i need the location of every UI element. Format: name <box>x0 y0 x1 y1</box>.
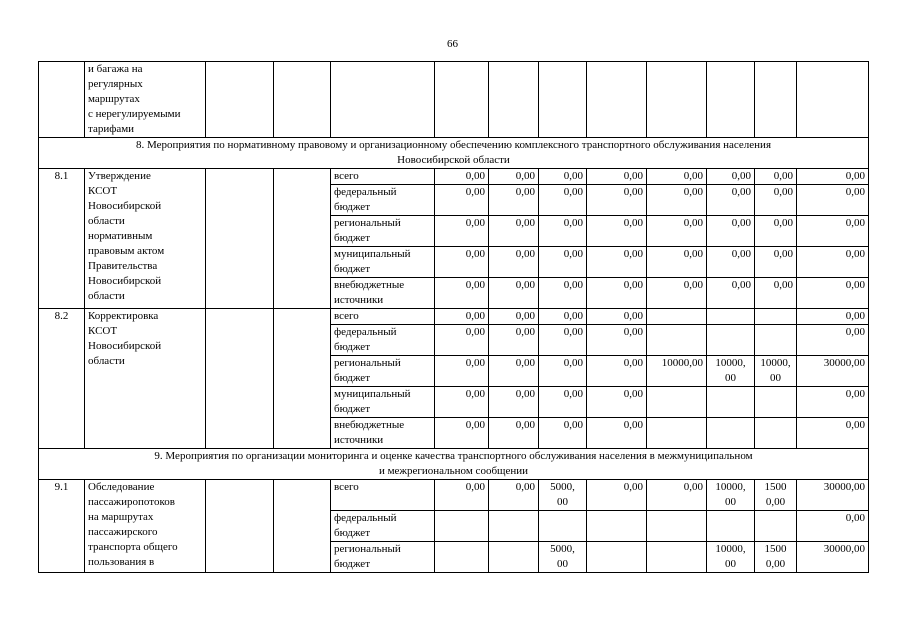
text-line: Новосибирской <box>88 200 162 212</box>
text-line: Обследование <box>88 481 155 493</box>
row-number-cell: 8.2 <box>39 309 85 449</box>
text-line: бюджет <box>334 263 370 275</box>
value-cell: 0,00 <box>797 418 869 449</box>
value-line: 0,00 <box>765 558 786 570</box>
value-cell: 0,00 <box>539 309 587 325</box>
value-cell: 0,00 <box>587 278 647 309</box>
text-line: Корректировка <box>88 310 159 322</box>
value-cell: 0,00 <box>435 356 489 387</box>
value-cell <box>647 418 707 449</box>
value-cell: 0,00 <box>489 169 539 185</box>
value-cell: 0,00 <box>435 325 489 356</box>
value-cell: 0,00 <box>489 325 539 356</box>
value-cell: 0,00 <box>707 185 755 216</box>
value-line: 10000, <box>760 357 791 369</box>
text-line: бюджет <box>334 403 370 415</box>
value-cell: 0,00 <box>587 309 647 325</box>
value-cell <box>707 418 755 449</box>
text-line: федеральный <box>334 326 397 338</box>
value-cell <box>707 325 755 356</box>
value-cell: 0,00 <box>539 278 587 309</box>
value-cell: 0,00 <box>489 387 539 418</box>
table-row <box>39 169 869 185</box>
value-cell: 0,00 <box>539 185 587 216</box>
empty-cell <box>797 62 869 138</box>
value-cell: 30000,00 <box>797 542 869 573</box>
text-line: Правительства <box>88 260 158 272</box>
value-cell <box>647 387 707 418</box>
value-line: 00 <box>725 558 736 570</box>
value-cell: 0,00 <box>707 216 755 247</box>
value-cell: 0,00 <box>647 278 707 309</box>
value-cell: 0,00 <box>587 169 647 185</box>
value-line: 0,00 <box>765 496 786 508</box>
text-line: области <box>88 355 125 367</box>
empty-cell <box>435 62 489 138</box>
text-line: Новосибирской <box>88 275 162 287</box>
text-line: пассажиропотоков <box>88 496 175 508</box>
funding-source-cell <box>331 247 435 278</box>
text-line: пассажирского <box>88 526 158 538</box>
value-cell <box>707 387 755 418</box>
funding-source-cell <box>331 480 435 511</box>
funding-source-cell <box>331 185 435 216</box>
text-line: региональный <box>334 357 401 369</box>
value-cell <box>755 356 797 387</box>
value-cell: 0,00 <box>489 356 539 387</box>
empty-cell <box>647 62 707 138</box>
value-cell: 0,00 <box>489 185 539 216</box>
value-cell: 0,00 <box>755 185 797 216</box>
value-cell: 0,00 <box>797 247 869 278</box>
funding-source-cell <box>331 387 435 418</box>
value-cell: 30000,00 <box>797 480 869 511</box>
value-cell <box>755 309 797 325</box>
value-cell <box>435 511 489 542</box>
value-cell: 0,00 <box>647 216 707 247</box>
funding-source-cell <box>331 511 435 542</box>
text-line: региональный <box>334 217 401 229</box>
row-number-cell: 8.1 <box>39 169 85 309</box>
value-cell <box>539 480 587 511</box>
funding-source-cell <box>331 418 435 449</box>
value-cell: 0,00 <box>797 309 869 325</box>
section-title-line: 9. Мероприятия по организации мониторинга и оценке качества транспортного обслуживания населения в межмуниципальном <box>154 450 753 462</box>
value-cell: 0,00 <box>587 356 647 387</box>
text-line: нормативным <box>88 230 153 242</box>
value-cell: 0,00 <box>489 309 539 325</box>
text-line: региональный <box>334 543 401 555</box>
section-title-line: Новосибирской области <box>397 154 510 166</box>
table-row <box>39 309 869 325</box>
empty-cell <box>274 62 331 138</box>
text-line: федеральный <box>334 512 397 524</box>
value-cell <box>707 511 755 542</box>
page-number: 66 <box>447 38 458 50</box>
value-cell: 0,00 <box>755 216 797 247</box>
text-line: бюджет <box>334 341 370 353</box>
value-cell: 0,00 <box>435 480 489 511</box>
text-line: регулярных <box>88 78 143 90</box>
row-number-cell <box>39 62 85 138</box>
value-cell: 0,00 <box>489 216 539 247</box>
value-cell <box>539 511 587 542</box>
text-line: муниципальный <box>334 248 411 260</box>
text-line: Утверждение <box>88 170 151 182</box>
value-cell: 0,00 <box>435 216 489 247</box>
empty-cell <box>206 62 274 138</box>
value-line: 1500 <box>764 481 787 493</box>
text-line: всего <box>334 170 359 182</box>
value-cell <box>755 325 797 356</box>
executor-cell <box>206 169 274 309</box>
value-cell: 0,00 <box>435 387 489 418</box>
text-line: области <box>88 215 125 227</box>
table-row <box>39 62 869 138</box>
value-cell <box>755 480 797 511</box>
funding-source-cell <box>331 356 435 387</box>
value-cell: 0,00 <box>707 169 755 185</box>
text-line: источники <box>334 434 384 446</box>
value-cell: 0,00 <box>489 418 539 449</box>
funding-source-cell <box>331 216 435 247</box>
period-cell <box>274 480 331 573</box>
value-cell: 0,00 <box>587 185 647 216</box>
value-line: 5000, <box>550 543 575 555</box>
funding-source-cell <box>331 169 435 185</box>
text-line: бюджет <box>334 558 370 570</box>
value-cell: 0,00 <box>435 278 489 309</box>
text-line: федеральный <box>334 186 397 198</box>
value-line: 00 <box>770 372 781 384</box>
text-line: с нерегулируемыми <box>88 108 181 120</box>
executor-cell <box>206 480 274 573</box>
funding-source-cell <box>331 542 435 573</box>
value-cell: 0,00 <box>587 325 647 356</box>
value-cell <box>587 542 647 573</box>
value-cell: 0,00 <box>707 278 755 309</box>
value-cell: 0,00 <box>489 480 539 511</box>
measure-name-cell <box>85 480 206 573</box>
value-cell <box>755 542 797 573</box>
section-title-line: и межрегиональном сообщении <box>378 465 529 477</box>
value-cell: 0,00 <box>435 185 489 216</box>
text-line: КСОТ <box>88 185 118 197</box>
funding-source-cell <box>331 325 435 356</box>
value-cell: 0,00 <box>539 247 587 278</box>
program-table <box>38 61 869 573</box>
text-line: правовым актом <box>88 245 165 257</box>
measure-name-cell <box>85 309 206 449</box>
value-line: 5000, <box>550 481 575 493</box>
text-line: тарифами <box>88 123 135 135</box>
value-cell <box>755 511 797 542</box>
text-line: всего <box>334 481 359 493</box>
value-cell: 0,00 <box>587 216 647 247</box>
value-cell <box>755 418 797 449</box>
value-cell: 0,00 <box>797 185 869 216</box>
value-line: 00 <box>557 496 568 508</box>
value-line: 00 <box>725 372 736 384</box>
text-line: пользования в <box>88 556 155 568</box>
value-cell: 0,00 <box>707 247 755 278</box>
value-cell: 0,00 <box>539 216 587 247</box>
text-line: маршрутах <box>88 93 140 105</box>
value-cell: 0,00 <box>539 356 587 387</box>
value-cell: 0,00 <box>797 511 869 542</box>
value-cell: 0,00 <box>755 247 797 278</box>
value-cell: 0,00 <box>647 247 707 278</box>
value-cell: 0,00 <box>797 387 869 418</box>
text-line: источники <box>334 294 384 306</box>
text-line: всего <box>334 310 359 322</box>
value-cell <box>707 480 755 511</box>
value-cell: 0,00 <box>755 278 797 309</box>
text-line: на маршрутах <box>88 511 154 523</box>
value-cell: 0,00 <box>539 387 587 418</box>
value-cell <box>489 511 539 542</box>
value-cell: 0,00 <box>587 418 647 449</box>
value-cell: 30000,00 <box>797 356 869 387</box>
funding-source-cell <box>331 278 435 309</box>
value-cell <box>539 542 587 573</box>
empty-cell <box>489 62 539 138</box>
empty-cell <box>587 62 647 138</box>
text-line: области <box>88 290 125 302</box>
value-cell <box>707 356 755 387</box>
text-line: транспорта общего <box>88 541 178 553</box>
value-cell: 0,00 <box>797 216 869 247</box>
measure-name-cell <box>85 62 206 138</box>
section-title <box>39 138 869 169</box>
value-cell: 0,00 <box>647 480 707 511</box>
value-cell <box>647 511 707 542</box>
value-cell: 0,00 <box>435 309 489 325</box>
value-cell: 0,00 <box>435 247 489 278</box>
value-cell: 0,00 <box>647 185 707 216</box>
section-title-line: 8. Мероприятия по нормативному правовому и организационному обеспечению комплексного транспортного обслуживания населения <box>135 139 772 151</box>
text-line: бюджет <box>334 201 370 213</box>
executor-cell <box>206 309 274 449</box>
value-cell: 0,00 <box>587 247 647 278</box>
value-cell: 0,00 <box>539 169 587 185</box>
text-line: внебюджетные <box>334 419 405 431</box>
text-line: бюджет <box>334 232 370 244</box>
text-line: бюджет <box>334 372 370 384</box>
value-cell <box>707 309 755 325</box>
text-line: муниципальный <box>334 388 411 400</box>
period-cell <box>274 169 331 309</box>
value-cell: 0,00 <box>435 418 489 449</box>
value-line: 10000, <box>715 481 746 493</box>
value-cell <box>489 542 539 573</box>
value-line: 10000, <box>715 357 746 369</box>
value-cell: 0,00 <box>587 387 647 418</box>
value-cell <box>707 542 755 573</box>
value-cell: 0,00 <box>587 480 647 511</box>
text-line: Новосибирской <box>88 340 162 352</box>
empty-cell <box>331 62 435 138</box>
empty-cell <box>539 62 587 138</box>
empty-cell <box>755 62 797 138</box>
value-cell <box>755 387 797 418</box>
value-cell: 0,00 <box>797 278 869 309</box>
value-cell <box>647 309 707 325</box>
value-cell: 0,00 <box>489 278 539 309</box>
value-line: 00 <box>557 558 568 570</box>
value-cell: 0,00 <box>539 418 587 449</box>
table-row <box>39 480 869 511</box>
value-cell: 0,00 <box>755 169 797 185</box>
value-cell: 0,00 <box>489 247 539 278</box>
empty-cell <box>707 62 755 138</box>
section-row <box>39 138 869 169</box>
value-cell: 0,00 <box>539 325 587 356</box>
value-line: 00 <box>725 496 736 508</box>
value-cell <box>435 542 489 573</box>
section-row <box>39 449 869 480</box>
value-cell <box>647 325 707 356</box>
text-line: бюджет <box>334 527 370 539</box>
value-line: 10000, <box>715 543 746 555</box>
value-line: 1500 <box>764 543 787 555</box>
period-cell <box>274 309 331 449</box>
value-cell <box>647 542 707 573</box>
value-cell: 10000,00 <box>647 356 707 387</box>
section-title <box>39 449 869 480</box>
text-line: КСОТ <box>88 325 118 337</box>
text-line: и багажа на <box>88 63 143 75</box>
row-number-cell: 9.1 <box>39 480 85 573</box>
value-cell: 0,00 <box>647 169 707 185</box>
value-cell: 0,00 <box>797 169 869 185</box>
text-line: внебюджетные <box>334 279 405 291</box>
value-cell <box>587 511 647 542</box>
value-cell: 0,00 <box>435 169 489 185</box>
measure-name-cell <box>85 169 206 309</box>
value-cell: 0,00 <box>797 325 869 356</box>
funding-source-cell <box>331 309 435 325</box>
